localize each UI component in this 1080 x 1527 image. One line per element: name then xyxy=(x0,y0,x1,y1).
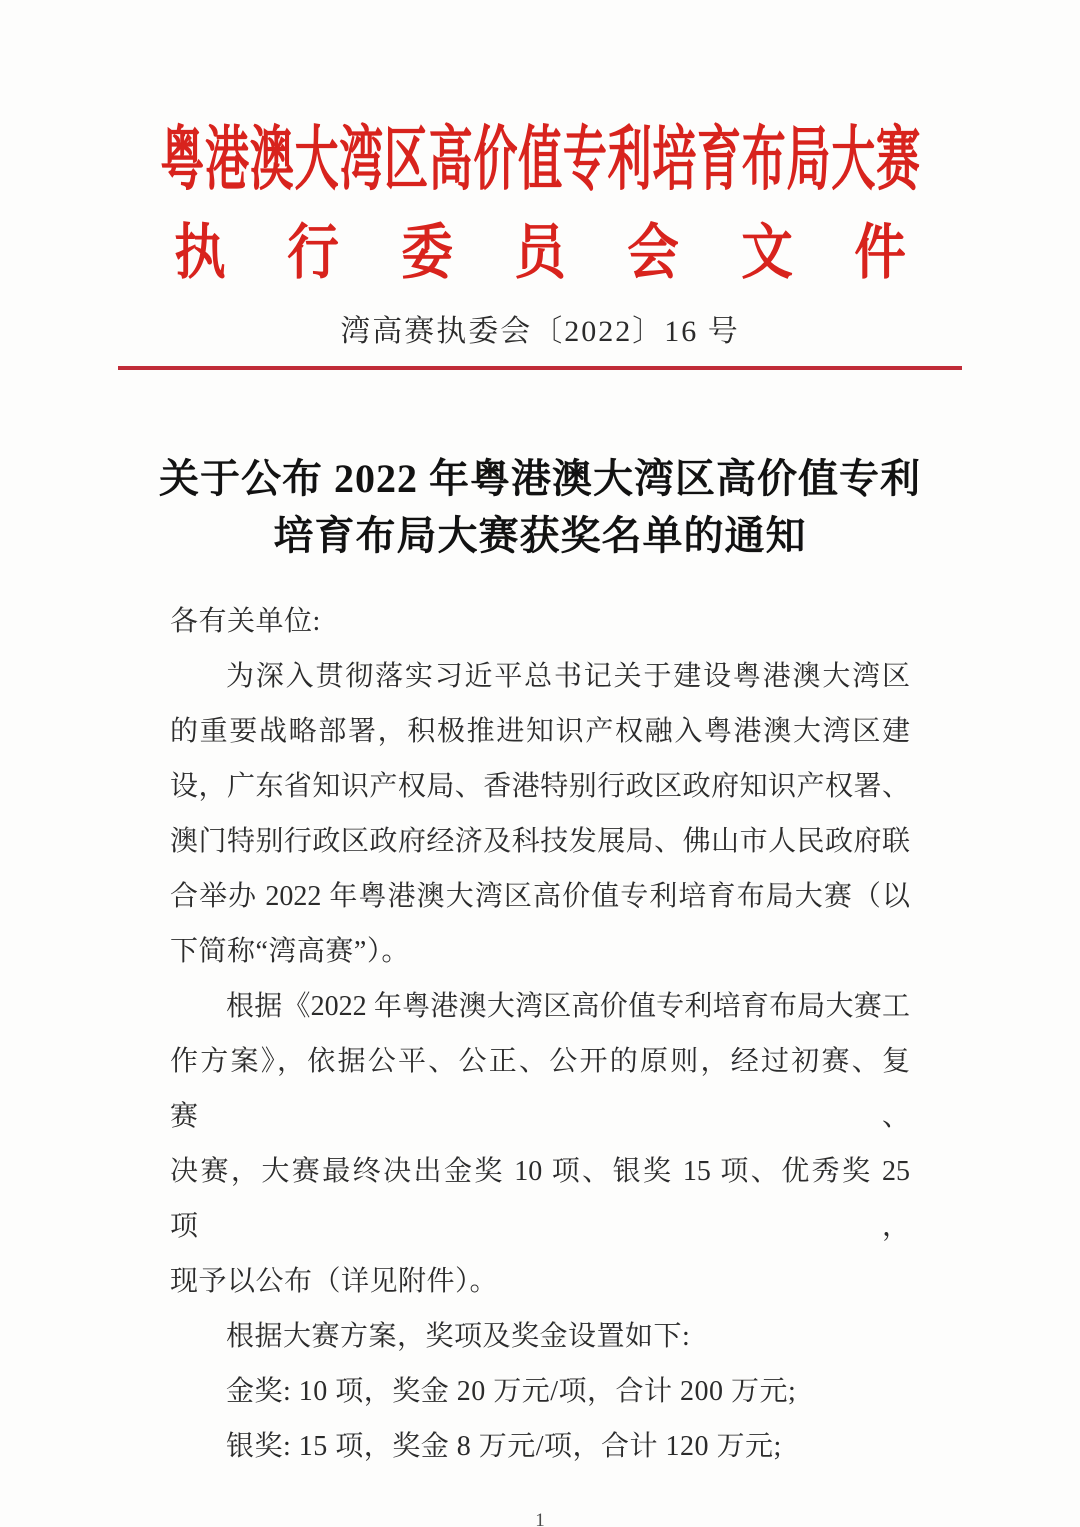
body-line: 为深入贯彻落实习近平总书记关于建设粤港澳大湾区 xyxy=(226,661,910,692)
document-title xyxy=(0,450,1080,564)
body-line: 下简称“湾高赛”）。 xyxy=(170,936,410,967)
body-line: 合举办 2022 年粤港澳大湾区高价值专利培育布局大赛（以 xyxy=(170,881,910,912)
document-body xyxy=(170,594,910,1474)
letterhead-subtitle xyxy=(170,220,910,286)
document-title-line2: 培育布局大赛获奖名单的通知 xyxy=(273,513,807,558)
letterhead-title xyxy=(159,122,921,199)
body-line: 作方案》，依据公平、公正、公开的原则，经过初赛、复赛、 xyxy=(170,1046,910,1132)
body-line: 根据大赛方案，奖项及奖金设置如下: xyxy=(226,1321,691,1352)
page-number: 1 xyxy=(535,1510,545,1527)
body-line: 澳门特别行政区政府经济及科技发展局、佛山市人民政府联 xyxy=(170,826,910,857)
letterhead-subtitle-char: 会 xyxy=(627,220,680,286)
body-line: 设，广东省知识产权局、香港特别行政区政府知识产权署、 xyxy=(170,771,910,802)
document-title-line1: 关于公布 2022 年粤港澳大湾区高价值专利 xyxy=(159,456,921,501)
letterhead-title-text: 粤港澳大湾区高价值专利培育布局大赛 xyxy=(159,122,921,199)
body-line: 根据《2022 年粤港澳大湾区高价值专利培育布局大赛工 xyxy=(226,991,910,1022)
body-line: 决赛，大赛最终决出金奖 10 项、银奖 15 项、优秀奖 25 项， xyxy=(170,1156,910,1242)
body-line: 银奖: 15 项，奖金 8 万元/项，合计 120 万元; xyxy=(226,1431,782,1462)
letterhead-subtitle-char: 文 xyxy=(740,220,793,286)
body-line: 现予以公布（详见附件）。 xyxy=(170,1266,499,1297)
document-number: 湾高赛执委会〔2022〕16 号 xyxy=(340,315,740,348)
letterhead-subtitle-char: 委 xyxy=(400,220,453,286)
body-line: 金奖: 10 项，奖金 20 万元/项，合计 200 万元; xyxy=(226,1376,797,1407)
letterhead-subtitle-char: 件 xyxy=(854,220,906,286)
letterhead-subtitle-char: 行 xyxy=(287,220,340,286)
letterhead-subtitle-char: 员 xyxy=(514,220,566,286)
letterhead xyxy=(0,0,1080,370)
red-divider-line xyxy=(118,366,962,370)
body-line: 各有关单位: xyxy=(170,606,321,637)
letterhead-subtitle-char: 执 xyxy=(174,220,226,286)
body-line: 的重要战略部署，积极推进知识产权融入粤港澳大湾区建 xyxy=(170,716,910,747)
